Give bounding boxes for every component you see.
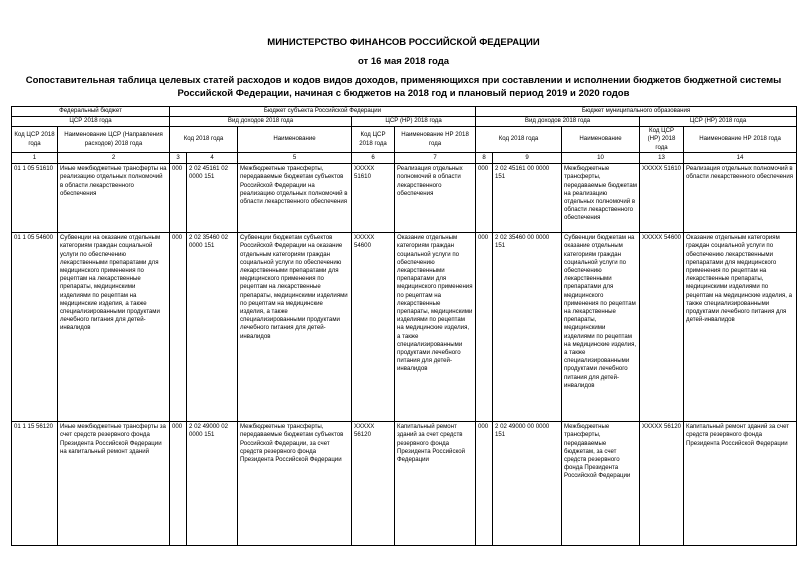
nr-name-cell: Капитальный ремонт зданий за счет средств резервного фонда Президента Российской Федерации — [395, 422, 476, 546]
csr-name-cell: Субвенции на оказание отдельным категориям граждан социальной услуги по обеспечению лекарственными препаратами для медицинского применения по рецептам на лекарственные препараты, медицинскими изделиями по рецептам на медицинские изделия, а также специализированными продуктами лечебного питания для детей-инвалидов — [58, 233, 170, 422]
col-header: Наименование НР 2018 года — [684, 127, 797, 153]
col-header: Код ЦСР (НР) 2018 года — [640, 127, 684, 153]
csr-code-cell: 01 1 05 51610 — [12, 164, 58, 233]
income-name-cell: Субвенции бюджетам на оказание отдельным категориям граждан социальной услуги по обеспечению лекарственными препаратами для медицинского применения по рецептам на лекарственные препараты, медицинскими изделиями по рецептам на медицинские изделия, а также специализированными продуктами лечебного питания для детей-инвалидов — [562, 233, 640, 422]
comparison-table — [11, 106, 797, 546]
group-header-row — [12, 107, 797, 117]
csr-code-cell: XXXXX 54600 — [640, 233, 684, 422]
nr-name-cell: Оказание отдельным категориям граждан социальной услуги по обеспечению лекарственными препаратами для медицинского применения по рецептам на лекарственные препараты, медицинскими изделиями по рецептам на медицинские изделия, а также специализированными продуктами лечебного питания для детей-инвалидов — [684, 233, 797, 422]
income-name-cell: Межбюджетные трансферты, передаваемые бюджетам субъектов Российской Федерации, за счет средств резервного фонда Президента Российской Федерации — [238, 422, 352, 546]
income-name-cell: Межбюджетные трансферты, передаваемые бюджетам на реализацию отдельных полномочий в области лекарственного обеспечения — [562, 164, 640, 233]
document-subtitle: Сопоставительная таблица целевых статей расходов и кодов видов доходов, применяющихся при составлении и исполнении бюджетов бюджетной системы Российской Федерации, начиная с бюджетов на 2018 год и плановый период 2019 и 2020 годов — [25, 75, 782, 99]
table-row — [12, 233, 797, 422]
document-date: от 16 мая 2018 года — [357, 56, 450, 67]
income-name-cell: Межбюджетные трансферты, передаваемые бюджетам субъектов Российской Федерации на реализацию отдельных полномочий в области лекарственного обеспечения — [238, 164, 352, 233]
subgroup-csr-municipal: ЦСР (НР) 2018 года — [640, 117, 797, 127]
subgroup-income-regional: Вид доходов 2018 года — [170, 117, 352, 127]
col-header: Код 2018 года — [476, 127, 562, 153]
csr-name-cell: Иные межбюджетные трансферты на реализацию отдельных полномочий в области лекарственного обеспечения — [58, 164, 170, 233]
col-number: 9 — [493, 153, 562, 164]
col-header: Код ЦСР 2018 года — [12, 127, 58, 153]
col-number: 10 — [562, 153, 640, 164]
column-number-row — [12, 153, 797, 164]
csr-code-cell: XXXXX 51610 — [640, 164, 684, 233]
csr-code-cell: XXXXX 54600 — [352, 233, 395, 422]
col-number: 7 — [395, 153, 476, 164]
csr-code-cell: XXXXX 56120 — [640, 422, 684, 546]
admin-code-cell: 000 — [476, 422, 493, 546]
admin-code-cell: 000 — [170, 422, 187, 546]
income-code-cell: 2 02 45161 02 0000 151 — [187, 164, 238, 233]
nr-name-cell: Реализация отдельных полномочий в области лекарственного обеспечения — [684, 164, 797, 233]
col-header: Код 2018 года — [170, 127, 238, 153]
table-row — [12, 422, 797, 546]
subgroup-header-row — [12, 117, 797, 127]
subgroup-csr-regional: ЦСР (НР) 2018 года — [352, 117, 476, 127]
col-number: 2 — [58, 153, 170, 164]
subgroup-income-municipal: Вид доходов 2018 года — [476, 117, 640, 127]
nr-name-cell: Оказание отдельным категориям граждан социальной услуги по обеспечению лекарственными препаратами для медицинского применения по рецептам на лекарственные препараты, медицинскими изделиями по рецептам на медицинские изделия, а также специализированными продуктами лечебного питания для детей-инвалидов — [395, 233, 476, 422]
col-number: 1 — [12, 153, 58, 164]
csr-code-cell: 01 1 15 56120 — [12, 422, 58, 546]
income-name-cell: Субвенции бюджетам субъектов Российской Федерации на оказание отдельным категориям граждан социальной услуги по обеспечению лекарственными препаратами для медицинского применения по рецептам на лекарственные препараты, медицинскими изделиями по рецептам на медицинские изделия, а также специализированными продуктами лечебного питания для детей-инвалидов — [238, 233, 352, 422]
admin-code-cell: 000 — [170, 233, 187, 422]
csr-name-cell: Иные межбюджетные трансферты за счет средств резервного фонда Президента Российской Федерации на капитальный ремонт зданий — [58, 422, 170, 546]
admin-code-cell: 000 — [476, 233, 493, 422]
col-number: 6 — [352, 153, 395, 164]
col-header: Наименование НР 2018 года — [395, 127, 476, 153]
nr-name-cell: Реализация отдельных полномочий в области лекарственного обеспечения — [395, 164, 476, 233]
col-number: 14 — [684, 153, 797, 164]
income-name-cell: Межбюджетные трансферты, передаваемые бюджетам, за счет средств резервного фонда Президента Российской Федерации — [562, 422, 640, 546]
income-code-cell: 2 02 45161 00 0000 151 — [493, 164, 562, 233]
col-header: Наименование — [238, 127, 352, 153]
col-header: Наименование — [562, 127, 640, 153]
table-row — [12, 164, 797, 233]
col-header: Наименование ЦСР (Направления расходов) 2018 года — [58, 127, 170, 153]
column-header-row — [12, 127, 797, 153]
income-code-cell: 2 02 35460 02 0000 151 — [187, 233, 238, 422]
col-number: 4 — [187, 153, 238, 164]
csr-code-cell: 01 1 05 54600 — [12, 233, 58, 422]
income-code-cell: 2 02 49000 02 0000 151 — [187, 422, 238, 546]
col-number: 13 — [640, 153, 684, 164]
income-code-cell: 2 02 35460 00 0000 151 — [493, 233, 562, 422]
admin-code-cell: 000 — [476, 164, 493, 233]
csr-code-cell: XXXXX 56120 — [352, 422, 395, 546]
col-number: 8 — [476, 153, 493, 164]
subgroup-csr-federal: ЦСР 2018 года — [12, 117, 170, 127]
nr-name-cell: Капитальный ремонт зданий за счет средств резервного фонда Президента Российской Федерации — [684, 422, 797, 546]
csr-code-cell: XXXXX 51610 — [352, 164, 395, 233]
col-number: 5 — [238, 153, 352, 164]
admin-code-cell: 000 — [170, 164, 187, 233]
group-regional-budget: Бюджет субъекта Российской Федерации — [170, 107, 476, 117]
document-title: МИНИСТЕРСТВО ФИНАНСОВ РОССИЙСКОЙ ФЕДЕРАЦИИ — [267, 37, 540, 48]
group-federal-budget: Федеральный бюджет — [12, 107, 170, 117]
income-code-cell: 2 02 49000 00 0000 151 — [493, 422, 562, 546]
group-municipal-budget: Бюджет муниципального образования — [476, 107, 797, 117]
col-number: 3 — [170, 153, 187, 164]
col-header: Код ЦСР 2018 года — [352, 127, 395, 153]
